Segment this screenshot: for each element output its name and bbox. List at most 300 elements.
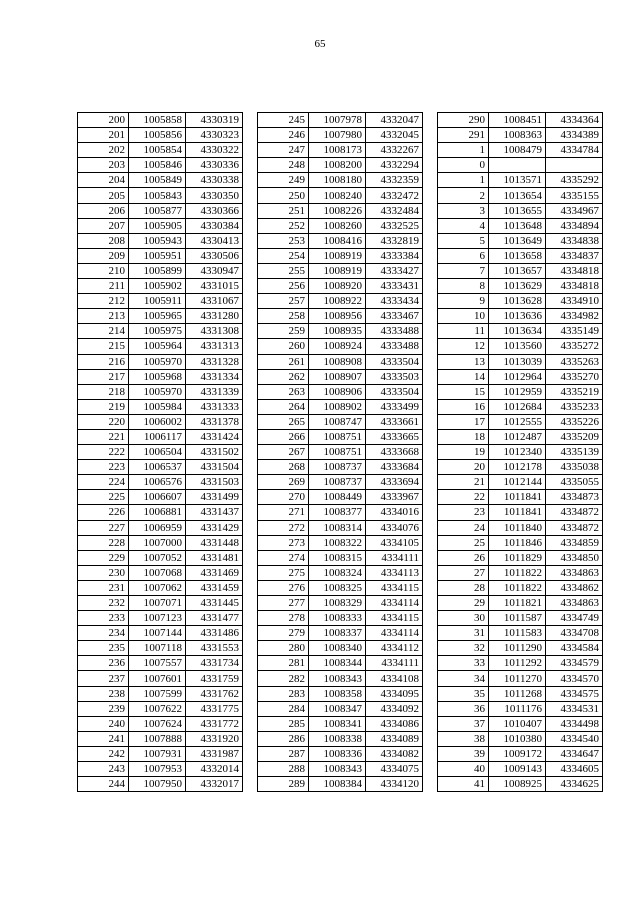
y-coordinate-cell: 4331734	[186, 656, 243, 671]
table-row	[438, 203, 603, 218]
point-number-cell: 222	[78, 445, 129, 460]
y-coordinate-cell: 4331481	[186, 550, 243, 565]
x-coordinate-cell: 1007000	[129, 535, 186, 550]
point-number-cell: 9	[438, 294, 489, 309]
point-number-cell: 214	[78, 324, 129, 339]
y-coordinate-cell: 4334076	[366, 520, 423, 535]
point-number-cell: 13	[438, 354, 489, 369]
point-number-cell: 265	[258, 414, 309, 429]
x-coordinate-cell: 1008322	[309, 535, 366, 550]
table-row	[78, 173, 243, 188]
x-coordinate-cell: 1013560	[489, 339, 546, 354]
point-number-cell: 242	[78, 746, 129, 761]
x-coordinate-cell: 1005856	[129, 128, 186, 143]
table-row	[258, 143, 423, 158]
table-row	[258, 309, 423, 324]
y-coordinate-cell: 4333431	[366, 279, 423, 294]
x-coordinate-cell: 1005849	[129, 173, 186, 188]
table-row	[78, 746, 243, 761]
point-number-cell: 285	[258, 716, 309, 731]
x-coordinate-cell: 1008338	[309, 731, 366, 746]
point-number-cell: 263	[258, 384, 309, 399]
table-row	[438, 777, 603, 792]
x-coordinate-cell: 1008751	[309, 429, 366, 444]
x-coordinate-cell: 1007118	[129, 641, 186, 656]
point-number-cell: 207	[78, 218, 129, 233]
table-row	[438, 505, 603, 520]
point-number-cell: 205	[78, 188, 129, 203]
y-coordinate-cell: 4334115	[366, 611, 423, 626]
table-row	[438, 429, 603, 444]
point-number-cell: 33	[438, 656, 489, 671]
y-coordinate-cell: 4335155	[546, 188, 603, 203]
point-number-cell: 273	[258, 535, 309, 550]
table-row	[258, 777, 423, 792]
point-number-cell: 241	[78, 731, 129, 746]
x-coordinate-cell: 1005970	[129, 384, 186, 399]
x-coordinate-cell: 1005951	[129, 248, 186, 263]
table-row	[78, 716, 243, 731]
point-number-cell: 262	[258, 369, 309, 384]
y-coordinate-cell: 4332267	[366, 143, 423, 158]
point-number-cell: 20	[438, 460, 489, 475]
point-number-cell: 268	[258, 460, 309, 475]
x-coordinate-cell: 1008333	[309, 611, 366, 626]
table-row	[78, 143, 243, 158]
table-row	[438, 294, 603, 309]
y-coordinate-cell: 4331313	[186, 339, 243, 354]
table-row	[258, 731, 423, 746]
x-coordinate-cell: 1013649	[489, 233, 546, 248]
x-coordinate-cell: 1005858	[129, 113, 186, 128]
point-number-cell: 271	[258, 505, 309, 520]
x-coordinate-cell: 1005843	[129, 188, 186, 203]
point-number-cell: 211	[78, 279, 129, 294]
table-row	[78, 294, 243, 309]
x-coordinate-cell: 1008737	[309, 460, 366, 475]
y-coordinate-cell: 4334749	[546, 611, 603, 626]
point-number-cell: 240	[78, 716, 129, 731]
point-number-cell: 37	[438, 716, 489, 731]
table-row	[438, 746, 603, 761]
point-number-cell: 219	[78, 399, 129, 414]
y-coordinate-cell: 4335292	[546, 173, 603, 188]
table-row	[78, 279, 243, 294]
y-coordinate-cell: 4334818	[546, 263, 603, 278]
y-coordinate-cell: 4333488	[366, 339, 423, 354]
point-number-cell: 284	[258, 701, 309, 716]
point-number-cell: 256	[258, 279, 309, 294]
x-coordinate-cell: 1008329	[309, 596, 366, 611]
y-coordinate-cell: 4334863	[546, 596, 603, 611]
table-row	[438, 445, 603, 460]
point-number-cell: 39	[438, 746, 489, 761]
table-row	[258, 641, 423, 656]
y-coordinate-cell: 4334389	[546, 128, 603, 143]
y-coordinate-cell: 4331437	[186, 505, 243, 520]
y-coordinate-cell: 4331762	[186, 686, 243, 701]
y-coordinate-cell: 4334967	[546, 203, 603, 218]
y-coordinate-cell: 4331775	[186, 701, 243, 716]
x-coordinate-cell: 1008337	[309, 626, 366, 641]
table-row	[438, 384, 603, 399]
table-row	[78, 505, 243, 520]
x-coordinate-cell: 1008324	[309, 565, 366, 580]
x-coordinate-cell: 1006607	[129, 490, 186, 505]
table-row	[258, 414, 423, 429]
x-coordinate-cell: 1008340	[309, 641, 366, 656]
x-coordinate-cell: 1008479	[489, 143, 546, 158]
point-number-cell: 203	[78, 158, 129, 173]
table-row	[78, 701, 243, 716]
table-row	[438, 701, 603, 716]
point-number-cell: 258	[258, 309, 309, 324]
x-coordinate-cell: 1013628	[489, 294, 546, 309]
table-row	[438, 490, 603, 505]
point-number-cell: 7	[438, 263, 489, 278]
x-coordinate-cell: 1013658	[489, 248, 546, 263]
point-number-cell: 291	[438, 128, 489, 143]
point-number-cell: 35	[438, 686, 489, 701]
point-number-cell: 1	[438, 143, 489, 158]
y-coordinate-cell: 4330350	[186, 188, 243, 203]
table-row	[438, 550, 603, 565]
x-coordinate-cell: 1013654	[489, 188, 546, 203]
y-coordinate-cell: 4331015	[186, 279, 243, 294]
point-number-cell: 251	[258, 203, 309, 218]
y-coordinate-cell: 4334575	[546, 686, 603, 701]
y-coordinate-cell: 4331339	[186, 384, 243, 399]
point-number-cell: 224	[78, 475, 129, 490]
x-coordinate-cell: 1008747	[309, 414, 366, 429]
x-coordinate-cell: 1008226	[309, 203, 366, 218]
x-coordinate-cell: 1005943	[129, 233, 186, 248]
point-number-cell: 276	[258, 580, 309, 595]
point-number-cell: 16	[438, 399, 489, 414]
table-row	[78, 641, 243, 656]
x-coordinate-cell: 1008907	[309, 369, 366, 384]
table-row	[78, 520, 243, 535]
y-coordinate-cell: 4331445	[186, 596, 243, 611]
x-coordinate-cell: 1007978	[309, 113, 366, 128]
x-coordinate-cell: 1011270	[489, 671, 546, 686]
x-coordinate-cell: 1011821	[489, 596, 546, 611]
y-coordinate-cell: 4331308	[186, 324, 243, 339]
y-coordinate-cell: 4335209	[546, 429, 603, 444]
point-number-cell: 269	[258, 475, 309, 490]
y-coordinate-cell: 4331459	[186, 580, 243, 595]
table-row	[438, 188, 603, 203]
table-row	[438, 686, 603, 701]
point-number-cell: 21	[438, 475, 489, 490]
y-coordinate-cell: 4331772	[186, 716, 243, 731]
y-coordinate-cell: 4333467	[366, 309, 423, 324]
y-coordinate-cell: 4331502	[186, 445, 243, 460]
y-coordinate-cell: 4334784	[546, 143, 603, 158]
y-coordinate-cell: 4330338	[186, 173, 243, 188]
x-coordinate-cell: 1008377	[309, 505, 366, 520]
table-row	[438, 626, 603, 641]
point-number-cell: 227	[78, 520, 129, 535]
table-row	[258, 354, 423, 369]
point-number-cell: 274	[258, 550, 309, 565]
x-coordinate-cell: 1011841	[489, 505, 546, 520]
y-coordinate-cell: 4333684	[366, 460, 423, 475]
point-number-cell: 209	[78, 248, 129, 263]
table-row	[258, 263, 423, 278]
point-number-cell: 233	[78, 611, 129, 626]
point-number-cell: 232	[78, 596, 129, 611]
table-row	[258, 611, 423, 626]
y-coordinate-cell: 4330366	[186, 203, 243, 218]
table-row	[258, 128, 423, 143]
x-coordinate-cell: 1008260	[309, 218, 366, 233]
point-number-cell: 32	[438, 641, 489, 656]
y-coordinate-cell: 4334075	[366, 762, 423, 777]
y-coordinate-cell: 4331987	[186, 746, 243, 761]
table-row	[438, 324, 603, 339]
x-coordinate-cell: 1012964	[489, 369, 546, 384]
table-row	[438, 143, 603, 158]
y-coordinate-cell: 4334579	[546, 656, 603, 671]
y-coordinate-cell: 4331486	[186, 626, 243, 641]
x-coordinate-cell: 1006537	[129, 460, 186, 475]
x-coordinate-cell: 1008240	[309, 188, 366, 203]
y-coordinate-cell: 4335038	[546, 460, 603, 475]
coordinate-table-1	[77, 112, 243, 792]
table-row	[78, 611, 243, 626]
table-row	[438, 580, 603, 595]
y-coordinate-cell: 4332484	[366, 203, 423, 218]
x-coordinate-cell: 1011268	[489, 686, 546, 701]
point-number-cell: 257	[258, 294, 309, 309]
x-coordinate-cell: 1006576	[129, 475, 186, 490]
point-number-cell: 3	[438, 203, 489, 218]
x-coordinate-cell: 1005964	[129, 339, 186, 354]
table-row	[258, 399, 423, 414]
x-coordinate-cell: 1008347	[309, 701, 366, 716]
point-number-cell: 270	[258, 490, 309, 505]
point-number-cell: 226	[78, 505, 129, 520]
table-row	[258, 429, 423, 444]
table-row	[78, 777, 243, 792]
point-number-cell: 287	[258, 746, 309, 761]
table-row	[78, 354, 243, 369]
table-row	[78, 113, 243, 128]
x-coordinate-cell	[489, 158, 546, 173]
y-coordinate-cell: 4334859	[546, 535, 603, 550]
table-row	[438, 399, 603, 414]
x-coordinate-cell: 1012178	[489, 460, 546, 475]
point-number-cell: 231	[78, 580, 129, 595]
x-coordinate-cell: 1008358	[309, 686, 366, 701]
x-coordinate-cell: 1013039	[489, 354, 546, 369]
x-coordinate-cell: 1008180	[309, 173, 366, 188]
y-coordinate-cell: 4331280	[186, 309, 243, 324]
x-coordinate-cell: 1010380	[489, 731, 546, 746]
table-row	[438, 535, 603, 550]
point-number-cell: 40	[438, 762, 489, 777]
point-number-cell: 244	[78, 777, 129, 792]
x-coordinate-cell: 1009143	[489, 762, 546, 777]
table-row	[258, 656, 423, 671]
y-coordinate-cell: 4333499	[366, 399, 423, 414]
point-number-cell: 218	[78, 384, 129, 399]
x-coordinate-cell: 1008343	[309, 762, 366, 777]
y-coordinate-cell: 4331328	[186, 354, 243, 369]
y-coordinate-cell: 4331469	[186, 565, 243, 580]
point-number-cell: 267	[258, 445, 309, 460]
x-coordinate-cell: 1011583	[489, 626, 546, 641]
x-coordinate-cell: 1011822	[489, 565, 546, 580]
y-coordinate-cell: 4332045	[366, 128, 423, 143]
x-coordinate-cell: 1006881	[129, 505, 186, 520]
point-number-cell: 213	[78, 309, 129, 324]
x-coordinate-cell: 1012684	[489, 399, 546, 414]
point-number-cell: 8	[438, 279, 489, 294]
y-coordinate-cell: 4331477	[186, 611, 243, 626]
table-row	[258, 596, 423, 611]
x-coordinate-cell: 1008956	[309, 309, 366, 324]
y-coordinate-cell: 4330323	[186, 128, 243, 143]
point-number-cell: 200	[78, 113, 129, 128]
table-row	[438, 520, 603, 535]
y-coordinate-cell: 4334111	[366, 656, 423, 671]
y-coordinate-cell: 4331920	[186, 731, 243, 746]
y-coordinate-cell: 4332047	[366, 113, 423, 128]
table-row	[78, 309, 243, 324]
point-number-cell: 261	[258, 354, 309, 369]
y-coordinate-cell: 4333661	[366, 414, 423, 429]
y-coordinate-cell: 4334862	[546, 580, 603, 595]
x-coordinate-cell: 1012487	[489, 429, 546, 444]
x-coordinate-cell: 1011841	[489, 490, 546, 505]
point-number-cell: 250	[258, 188, 309, 203]
point-number-cell: 247	[258, 143, 309, 158]
point-number-cell: 221	[78, 429, 129, 444]
x-coordinate-cell: 1007144	[129, 626, 186, 641]
y-coordinate-cell: 4330336	[186, 158, 243, 173]
table-row	[78, 671, 243, 686]
y-coordinate-cell: 4335055	[546, 475, 603, 490]
table-row	[78, 158, 243, 173]
x-coordinate-cell: 1008384	[309, 777, 366, 792]
table-row	[258, 218, 423, 233]
point-number-cell: 223	[78, 460, 129, 475]
y-coordinate-cell: 4331429	[186, 520, 243, 535]
table-row	[258, 535, 423, 550]
table-row	[438, 369, 603, 384]
x-coordinate-cell: 1008363	[489, 128, 546, 143]
y-coordinate-cell: 4334111	[366, 550, 423, 565]
x-coordinate-cell: 1013636	[489, 309, 546, 324]
point-number-cell: 208	[78, 233, 129, 248]
x-coordinate-cell: 1005975	[129, 324, 186, 339]
x-coordinate-cell: 1005902	[129, 279, 186, 294]
y-coordinate-cell: 4334982	[546, 309, 603, 324]
x-coordinate-cell: 1006002	[129, 414, 186, 429]
y-coordinate-cell: 4334105	[366, 535, 423, 550]
table-row	[438, 731, 603, 746]
y-coordinate-cell: 4331504	[186, 460, 243, 475]
y-coordinate-cell: 4334082	[366, 746, 423, 761]
y-coordinate-cell: 4331334	[186, 369, 243, 384]
table-row	[78, 188, 243, 203]
table-row	[78, 535, 243, 550]
table-row	[438, 279, 603, 294]
table-row	[258, 505, 423, 520]
table-row	[258, 384, 423, 399]
y-coordinate-cell: 4332819	[366, 233, 423, 248]
x-coordinate-cell: 1008919	[309, 248, 366, 263]
x-coordinate-cell: 1005854	[129, 143, 186, 158]
x-coordinate-cell: 1008315	[309, 550, 366, 565]
x-coordinate-cell: 1005968	[129, 369, 186, 384]
x-coordinate-cell: 1005984	[129, 399, 186, 414]
y-coordinate-cell: 4334112	[366, 641, 423, 656]
table-row	[258, 279, 423, 294]
x-coordinate-cell: 1008325	[309, 580, 366, 595]
point-number-cell: 246	[258, 128, 309, 143]
point-number-cell: 36	[438, 701, 489, 716]
point-number-cell: 1	[438, 173, 489, 188]
table-row	[258, 339, 423, 354]
x-coordinate-cell: 1008451	[489, 113, 546, 128]
table-row	[258, 294, 423, 309]
table-row	[258, 233, 423, 248]
point-number-cell: 23	[438, 505, 489, 520]
point-number-cell: 18	[438, 429, 489, 444]
point-number-cell: 6	[438, 248, 489, 263]
point-number-cell: 237	[78, 671, 129, 686]
table-row	[78, 596, 243, 611]
x-coordinate-cell: 1013648	[489, 218, 546, 233]
y-coordinate-cell: 4334570	[546, 671, 603, 686]
point-number-cell: 280	[258, 641, 309, 656]
x-coordinate-cell: 1007624	[129, 716, 186, 731]
x-coordinate-cell: 1007953	[129, 762, 186, 777]
y-coordinate-cell: 4332017	[186, 777, 243, 792]
table-row	[78, 263, 243, 278]
table-row	[258, 475, 423, 490]
table-row	[258, 762, 423, 777]
point-number-cell: 217	[78, 369, 129, 384]
x-coordinate-cell: 1008919	[309, 263, 366, 278]
point-number-cell: 30	[438, 611, 489, 626]
y-coordinate-cell: 4335149	[546, 324, 603, 339]
table-row	[78, 339, 243, 354]
point-number-cell: 281	[258, 656, 309, 671]
point-number-cell: 204	[78, 173, 129, 188]
table-row	[438, 158, 603, 173]
point-number-cell: 215	[78, 339, 129, 354]
point-number-cell: 228	[78, 535, 129, 550]
point-number-cell: 275	[258, 565, 309, 580]
point-number-cell: 259	[258, 324, 309, 339]
y-coordinate-cell: 4334873	[546, 490, 603, 505]
y-coordinate-cell: 4331503	[186, 475, 243, 490]
point-number-cell: 238	[78, 686, 129, 701]
point-number-cell: 272	[258, 520, 309, 535]
table-row	[78, 686, 243, 701]
y-coordinate-cell: 4334092	[366, 701, 423, 716]
x-coordinate-cell: 1005970	[129, 354, 186, 369]
point-number-cell: 283	[258, 686, 309, 701]
table-row	[438, 716, 603, 731]
y-coordinate-cell: 4331499	[186, 490, 243, 505]
point-number-cell: 29	[438, 596, 489, 611]
point-number-cell: 248	[258, 158, 309, 173]
